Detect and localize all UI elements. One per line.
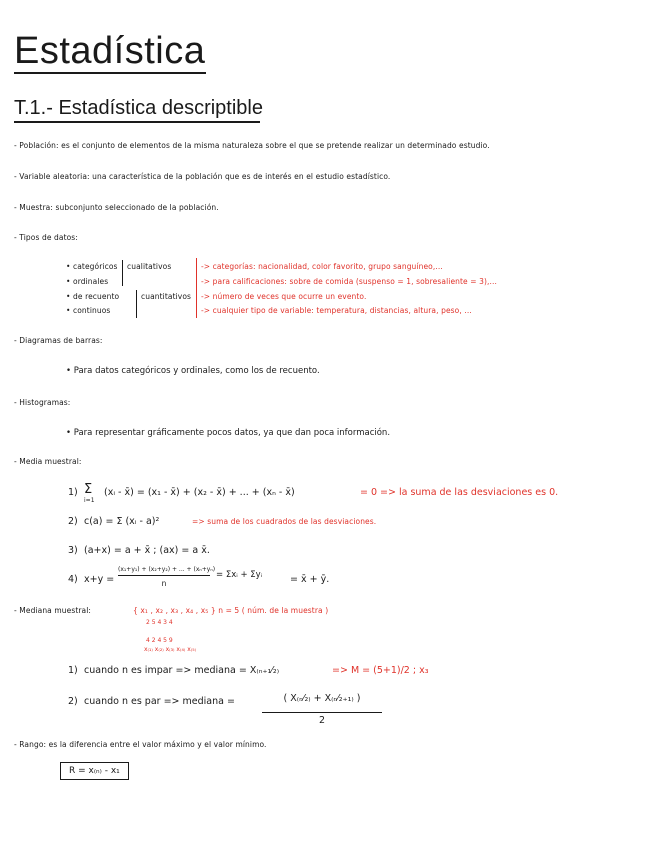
- formula-number: 1): [68, 487, 78, 498]
- label-cualitativos: cualitativos: [127, 262, 172, 271]
- rango-formula-box: [60, 762, 129, 780]
- formula-media-4-middle: = Σxᵢ + Σyᵢ: [216, 570, 263, 580]
- tipo-item: • de recuento: [66, 292, 120, 301]
- mediana-order: x₍₁₎ x₍₂₎ x₍₃₎ x₍₄₎ x₍₅₎: [144, 646, 197, 653]
- title-underline: [14, 72, 206, 74]
- mediana-sample: { x₁ , x₂ , x₃ , x₄ , x₅ } n = 5 ( núm. de la muestra ): [133, 606, 329, 615]
- fraction-bar: [118, 575, 210, 576]
- tipo-explanation: -> número de veces que ocurre un evento.: [201, 292, 367, 301]
- definition-variable: - Variable aleatoria: una característica de la población que es de interés en el estudio estadístico.: [14, 172, 391, 181]
- heading-mediana: - Mediana muestral:: [14, 606, 92, 615]
- histogramas-bullet: • Para representar gráficamente pocos datos, ya que dan poca información.: [66, 428, 391, 438]
- mediana-impar-note: => M = (5+1)/2 ; x₃: [332, 665, 429, 676]
- page-title: Estadística: [14, 30, 206, 72]
- definition-muestra: - Muestra: subconjunto seleccionado de la población.: [14, 203, 219, 212]
- formula-media-4-denominator: n: [161, 579, 167, 588]
- tipo-item: • categóricos: [66, 262, 118, 271]
- formula-media-1: (xᵢ - x̄) = (x₁ - x̄) + (x₂ - x̄) + ... + (xₙ - x̄): [104, 487, 295, 498]
- formula-media-3: (a+x) = a + x̄ ; (ax) = a x̄.: [84, 545, 210, 556]
- mediana-par-denominator: 2: [318, 715, 326, 726]
- tipo-item: • continuos: [66, 306, 111, 315]
- formula-media-2: c(a) = Σ (xᵢ - a)²: [84, 516, 160, 527]
- rango-formula: R = x₍ₙ₎ - x₁: [69, 766, 120, 776]
- definition-tipos: - Tipos de datos:: [14, 233, 78, 242]
- heading-histogramas: - Histogramas:: [14, 398, 71, 407]
- section-underline: [14, 121, 260, 123]
- tipo-item: • ordinales: [66, 277, 109, 286]
- mediana-sorted: 4 2 4 5 9: [146, 637, 173, 644]
- heading-rango: - Rango: es la diferencia entre el valor máximo y el valor mínimo.: [14, 740, 267, 749]
- formula-number: 2): [68, 696, 78, 707]
- mediana-par: cuando n es par => mediana =: [84, 696, 235, 707]
- heading-diagramas: - Diagramas de barras:: [14, 336, 103, 345]
- section-title: T.1.- Estadística descriptible: [14, 97, 263, 119]
- fraction-bar: [262, 712, 382, 713]
- mediana-values: 2 5 4 3 4: [146, 619, 173, 626]
- definition-poblacion: - Población: es el conjunto de elementos de la misma naturaleza sobre el que se pretende realizar un determinado estudio.: [14, 141, 490, 150]
- formula-number: 2): [68, 516, 78, 527]
- mediana-impar: cuando n es impar => mediana = X₍ₙ₊₁⁄₂₎: [84, 665, 280, 676]
- formula-media-2-note: => suma de los cuadrados de las desviaciones.: [192, 517, 377, 526]
- formula-number: 1): [68, 665, 78, 676]
- bracket-red: [196, 258, 197, 318]
- formula-media-4-result: = x̄ + ȳ.: [290, 574, 330, 585]
- formula-number: 3): [68, 545, 78, 556]
- formula-media-4-numerator: (x₁+y₁) + (x₂+y₂) + ... + (xₙ+yₙ): [118, 566, 216, 573]
- heading-media: - Media muestral:: [14, 457, 82, 466]
- tipo-explanation: -> cualquier tipo de variable: temperatura, distancias, altura, peso, ...: [201, 306, 472, 315]
- formula-media-4-lhs: x+y =: [84, 574, 115, 585]
- tipo-explanation: -> categorías: nacionalidad, color favorito, grupo sanguíneo,...: [201, 262, 443, 271]
- label-cuantitativos: cuantitativos: [141, 292, 192, 301]
- bracket-cualitativos: [122, 260, 123, 286]
- sum-symbol: Σ: [84, 482, 93, 497]
- mediana-par-numerator: ( X₍ₙ⁄₂₎ + X₍ₙ⁄₂₊₁₎ ): [283, 693, 361, 704]
- sum-limit: i=1: [84, 497, 95, 504]
- formula-number: 4): [68, 574, 78, 585]
- formula-media-1-note: = 0 => la suma de las desviaciones es 0.: [360, 487, 559, 498]
- bracket-cuantitativos: [136, 290, 137, 318]
- diagramas-bullet: • Para datos categóricos y ordinales, como los de recuento.: [66, 366, 320, 376]
- tipo-explanation: -> para calificaciones: sobre de comida (suspenso = 1, sobresaliente = 3),...: [201, 277, 497, 286]
